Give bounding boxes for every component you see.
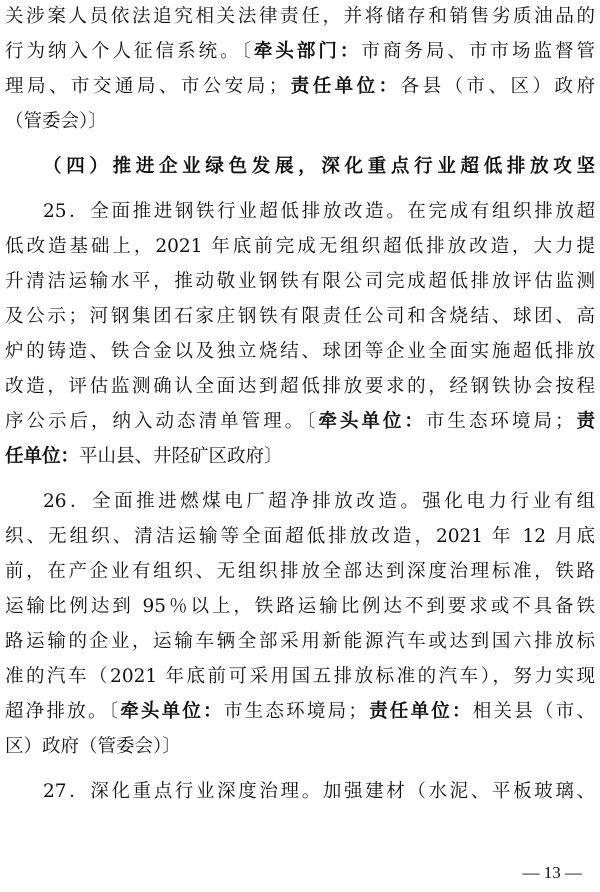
text-line bbox=[5, 267, 595, 297]
text-line bbox=[43, 487, 595, 517]
text-run: 市商务局、市市场监督管 bbox=[361, 41, 595, 62]
text-run: 准的汽车（2021 年底前可采用国五排放标准的汽车），努力实现 bbox=[5, 666, 595, 687]
text-run: 序公示后，纳入动态清单管理。〔 bbox=[5, 411, 319, 432]
bold-label: 牵头单位： bbox=[318, 411, 426, 432]
section-heading-text: （四）推进企业绿色发展，深化重点行业超低排放攻坚 bbox=[43, 156, 595, 177]
bold-label: 任单位： bbox=[5, 446, 80, 467]
bold-label: 牵头部门： bbox=[253, 41, 362, 62]
text-run: 升清洁运输水平，推动敬业钢铁有限公司完成超低排放评估监测 bbox=[5, 271, 595, 292]
text-line bbox=[5, 2, 595, 32]
text-line bbox=[5, 72, 595, 102]
text-run: 各县（市、区）政府 bbox=[400, 76, 595, 97]
text-line bbox=[5, 372, 595, 402]
text-run: 25．全面推进钢铁行业超低排放改造。在完成有组织排放超 bbox=[43, 201, 595, 222]
text-line bbox=[5, 407, 595, 437]
text-line bbox=[43, 777, 595, 807]
text-run: 炉的铸造、铁合金以及独立烧结、球团等企业全面实施超低排放 bbox=[5, 341, 595, 362]
text-run: 理局、市交通局、市公安局； bbox=[5, 76, 288, 97]
text-line bbox=[5, 302, 595, 332]
text-run: 改造，评估监测确认全面达到超低排放要求的，经钢铁协会按程 bbox=[5, 376, 595, 397]
text-run: 织、无组织、清洁运输等全面超低排放改造，2021 年 12 月底 bbox=[5, 526, 595, 547]
text-run: 行为纳入个人征信系统。〔 bbox=[5, 41, 254, 62]
text-run: 市生态环境局； bbox=[425, 411, 574, 432]
text-run: 区）政府（管委会）〕 bbox=[5, 736, 181, 757]
text-line bbox=[5, 627, 595, 657]
text-run: 路运输的企业，运输车辆全部采用新能源汽车或达到国六排放标 bbox=[5, 631, 595, 652]
text-line bbox=[5, 522, 595, 552]
text-run: 市生态环境局； bbox=[223, 701, 367, 722]
text-run: 27．深化重点行业深度治理。加强建材（水泥、平板玻璃、 bbox=[43, 781, 595, 802]
text-run: 运输比例达到 95％以上，铁路运输比例达不到要求或不具备铁 bbox=[5, 596, 595, 617]
text-line bbox=[5, 732, 595, 762]
text-run: 及公示；河钢集团石家庄钢铁有限责任公司和含烧结、球团、高 bbox=[5, 306, 595, 327]
bold-label: 牵头单位： bbox=[120, 701, 224, 722]
bold-label: 责任单位： bbox=[366, 701, 473, 722]
text-line bbox=[5, 37, 595, 67]
text-run: 低改造基础上，2021 年底前完成无组织超低排放改造，大力提 bbox=[5, 236, 595, 257]
text-run: 超净排放。〔 bbox=[5, 701, 121, 722]
text-line bbox=[5, 592, 595, 622]
text-run: 前，在产企业有组织、无组织排放全部达到深度治理标准，铁路 bbox=[5, 561, 595, 582]
page-number: — 13 — bbox=[522, 863, 582, 882]
bold-label: 责任单位： bbox=[287, 76, 401, 97]
text-line bbox=[5, 232, 595, 262]
text-run: 相关县（市、 bbox=[472, 701, 595, 722]
text-line bbox=[5, 107, 595, 137]
text-run: （管委会）〕 bbox=[5, 111, 107, 132]
bold-label: 责 bbox=[573, 411, 595, 432]
text-line bbox=[5, 697, 595, 727]
text-run: 26．全面推进燃煤电厂超净排放改造。强化电力行业有组 bbox=[43, 491, 595, 512]
text-line bbox=[5, 337, 595, 367]
text-run: 关涉案人员依法追究相关法律责任，并将储存和销售劣质油品的 bbox=[5, 6, 595, 27]
text-line bbox=[5, 557, 595, 587]
text-run: 平山县、井陉矿区政府〕 bbox=[79, 446, 283, 467]
section-heading bbox=[43, 152, 595, 182]
text-line bbox=[5, 662, 595, 692]
text-line bbox=[5, 442, 595, 472]
text-line bbox=[43, 197, 595, 227]
